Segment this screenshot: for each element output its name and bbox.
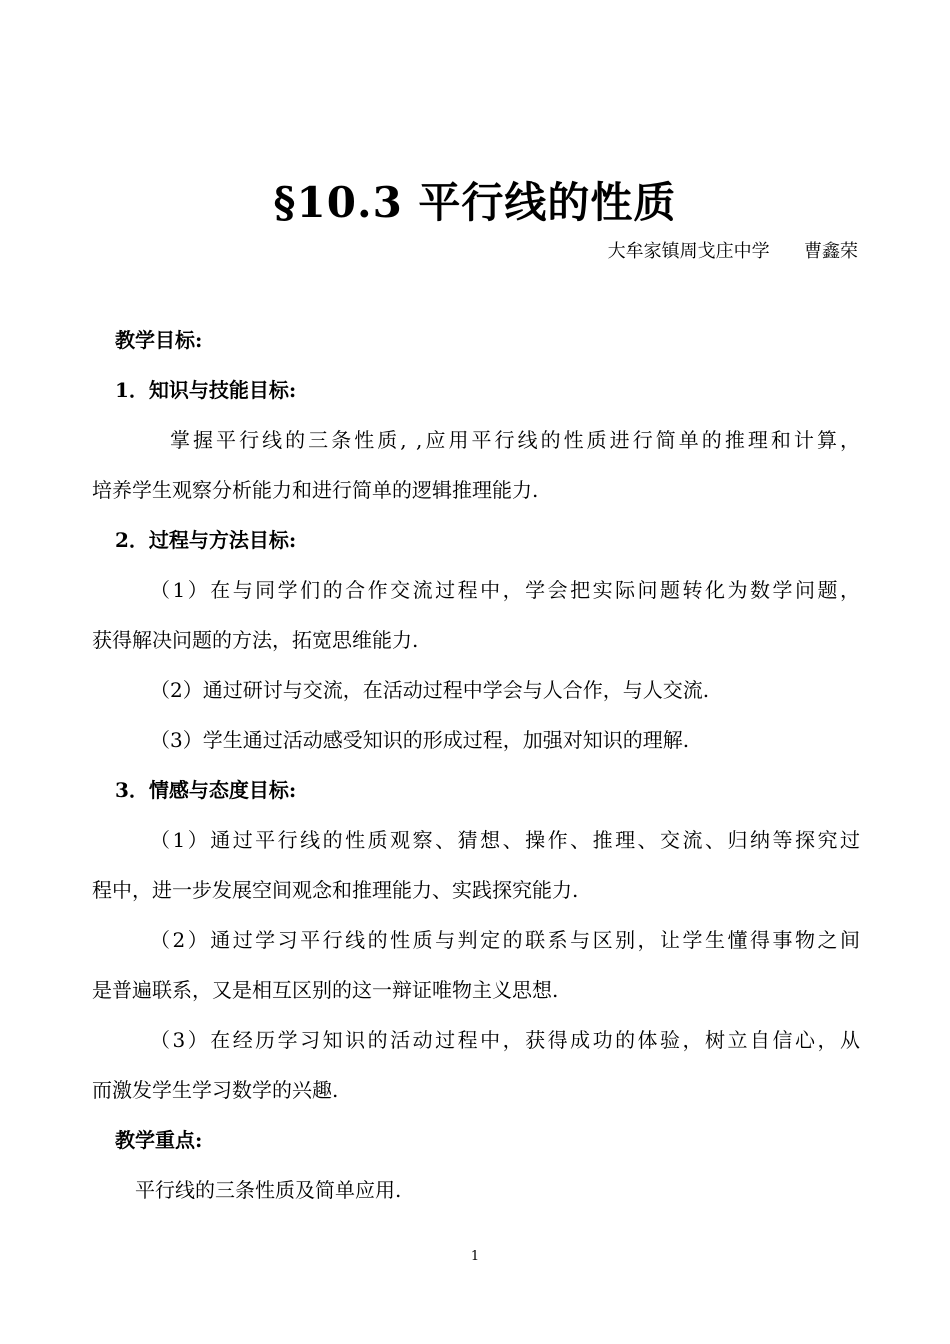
emotion-item-1-line-2: 程中，进一步发展空间观念和推理能力、实践探究能力. [92, 878, 579, 902]
page-number: 1 [470, 1249, 480, 1264]
emotion-attitude-heading: 3．情感与态度目标: [115, 778, 297, 802]
process-item-1-line-1: （1）在与同学们的合作交流过程中，学会把实际问题转化为数学问题， [150, 578, 860, 602]
knowledge-skills-heading: 1．知识与技能目标: [115, 378, 297, 402]
process-item-3: （3）学生通过活动感受知识的形成过程，加强对知识的理解. [150, 728, 690, 752]
key-points-content: 平行线的三条性质及简单应用. [135, 1178, 402, 1202]
process-item-2: （2）通过研讨与交流，在活动过程中学会与人合作，与人交流. [150, 678, 710, 702]
author-line: 大牟家镇周戈庄中学 曹鑫荣 [607, 241, 858, 262]
emotion-item-3-line-1: （3）在经历学习知识的活动过程中，获得成功的体验，树立自信心，从 [150, 1028, 860, 1052]
emotion-item-3-line-2: 而激发学生学习数学的兴趣. [92, 1078, 339, 1102]
knowledge-paragraph-line-2: 培养学生观察分析能力和进行简单的逻辑推理能力. [92, 478, 539, 502]
objectives-heading: 教学目标: [115, 328, 203, 352]
emotion-item-1-line-1: （1）通过平行线的性质观察、猜想、操作、推理、交流、归纳等探究过 [150, 828, 860, 852]
key-points-heading: 教学重点: [115, 1128, 203, 1152]
emotion-item-2-line-2: 是普遍联系，又是相互区别的这一辩证唯物主义思想. [92, 978, 559, 1002]
document-title: §10.3 平行线的性质 [273, 178, 677, 227]
process-method-heading: 2．过程与方法目标: [115, 528, 297, 552]
knowledge-paragraph-line-1: 掌握平行线的三条性质, ,应用平行线的性质进行简单的推理和计算， [170, 428, 860, 452]
process-item-1-line-2: 获得解决问题的方法，拓宽思维能力. [92, 628, 419, 652]
emotion-item-2-line-1: （2）通过学习平行线的性质与判定的联系与区别，让学生懂得事物之间 [150, 928, 860, 952]
